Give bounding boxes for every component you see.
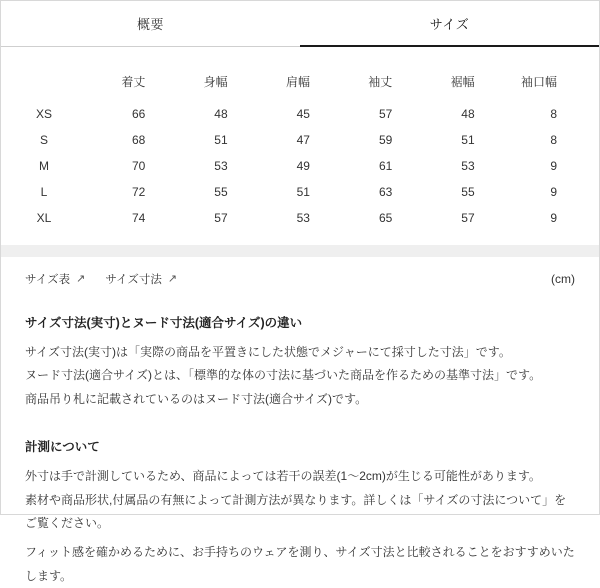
table-cell: 57 <box>461 211 475 225</box>
size-links-row <box>1 257 599 287</box>
row-header: XS <box>35 107 52 121</box>
table-cell: 63 <box>378 185 393 199</box>
table-cell: 51 <box>214 133 228 147</box>
column-header: 袖口幅 <box>520 74 557 89</box>
column-header: 袖丈 <box>368 74 393 89</box>
table-cell: 65 <box>378 211 393 225</box>
table-cell: 59 <box>378 133 393 147</box>
size-chart-link-label: サイズ表 <box>25 274 71 286</box>
row-header: M <box>39 159 49 173</box>
table-cell: 74 <box>131 211 146 225</box>
table-cell: 55 <box>461 185 475 199</box>
section-paragraph: サイズ寸法(実寸)は「実際の商品を平置きにした状態でメジャーにて採寸した寸法」です。 <box>25 345 511 359</box>
column-header: 肩幅 <box>285 74 310 89</box>
table-cell: 72 <box>131 185 146 199</box>
table-cell: 47 <box>296 133 310 147</box>
row-header: L <box>40 185 48 199</box>
section-heading-measurement: 計測について <box>25 440 100 455</box>
row-header: XL <box>36 211 52 225</box>
tab-size-label: サイズ <box>429 16 470 32</box>
size-table-container <box>1 47 599 231</box>
table-cell: 49 <box>296 159 310 173</box>
table-row <box>25 127 575 153</box>
section-heading-difference: サイズ寸法(実寸)とヌード寸法(適合サイズ)の違い <box>25 316 303 330</box>
tab-overview[interactable] <box>1 1 300 47</box>
table-corner-cell <box>25 47 81 101</box>
table-cell: 66 <box>131 107 146 121</box>
table-row <box>25 153 575 179</box>
table-cell: 53 <box>296 211 310 225</box>
table-cell: 55 <box>214 185 228 199</box>
table-row <box>25 205 575 231</box>
unit-label: (cm) <box>551 272 575 286</box>
table-cell: 48 <box>461 107 475 121</box>
table-cell: 8 <box>550 133 557 147</box>
table-cell: 70 <box>131 159 146 173</box>
table-cell: 51 <box>461 133 475 147</box>
section-paragraph: 商品吊り札に記載されているのはヌード寸法(適合サイズ)です。 <box>25 391 368 406</box>
column-header: 身幅 <box>203 74 228 89</box>
table-header-row <box>25 47 575 101</box>
table-cell: 61 <box>378 159 393 173</box>
size-table-body <box>25 101 575 231</box>
table-cell: 51 <box>296 185 310 199</box>
info-sections <box>1 313 599 588</box>
table-cell: 57 <box>214 211 228 225</box>
tab-bar <box>1 1 599 47</box>
section-paragraph: フィット感を確かめるために、お手持ちのウェアを測り、サイズ寸法と比較されることをおすすめいたします。 <box>25 545 575 583</box>
tab-size[interactable] <box>300 1 599 47</box>
section-paragraph: 外寸は手で計測しているため、商品によっては若干の誤差(1〜2cm)が生じる可能性があります。 <box>25 469 541 484</box>
section-paragraph: ヌード寸法(適合サイズ)とは、「標準的な体の寸法に基づいた商品を作るための基準寸法」です。 <box>25 368 542 383</box>
table-cell: 9 <box>550 211 557 225</box>
size-chart-link[interactable] <box>25 271 85 287</box>
table-cell: 53 <box>214 159 228 173</box>
table-cell: 48 <box>214 107 228 121</box>
table-row <box>25 101 575 127</box>
section-divider <box>1 245 599 257</box>
size-table <box>25 47 575 231</box>
table-cell: 57 <box>378 107 393 121</box>
row-header: S <box>39 133 48 147</box>
table-cell: 45 <box>296 107 310 121</box>
size-measure-link[interactable] <box>105 271 177 287</box>
table-cell: 8 <box>550 107 557 121</box>
table-cell: 68 <box>131 133 146 147</box>
table-cell: 9 <box>550 159 557 173</box>
size-measure-link-label: サイズ寸法 <box>105 274 162 286</box>
external-link-icon: ↗ <box>167 272 178 285</box>
size-table-head <box>25 47 575 101</box>
column-header: 着丈 <box>121 74 146 89</box>
table-cell: 9 <box>550 185 557 199</box>
tab-overview-label: 概要 <box>136 17 164 32</box>
table-cell: 53 <box>461 159 475 173</box>
column-header: 裾幅 <box>450 74 475 89</box>
section-paragraph: 素材や商品形状,付属品の有無によって計測方法が異なります。詳しくは「サイズの寸法について」をご覧ください。 <box>25 492 567 530</box>
external-link-icon: ↗ <box>76 272 86 285</box>
table-row <box>25 179 575 205</box>
